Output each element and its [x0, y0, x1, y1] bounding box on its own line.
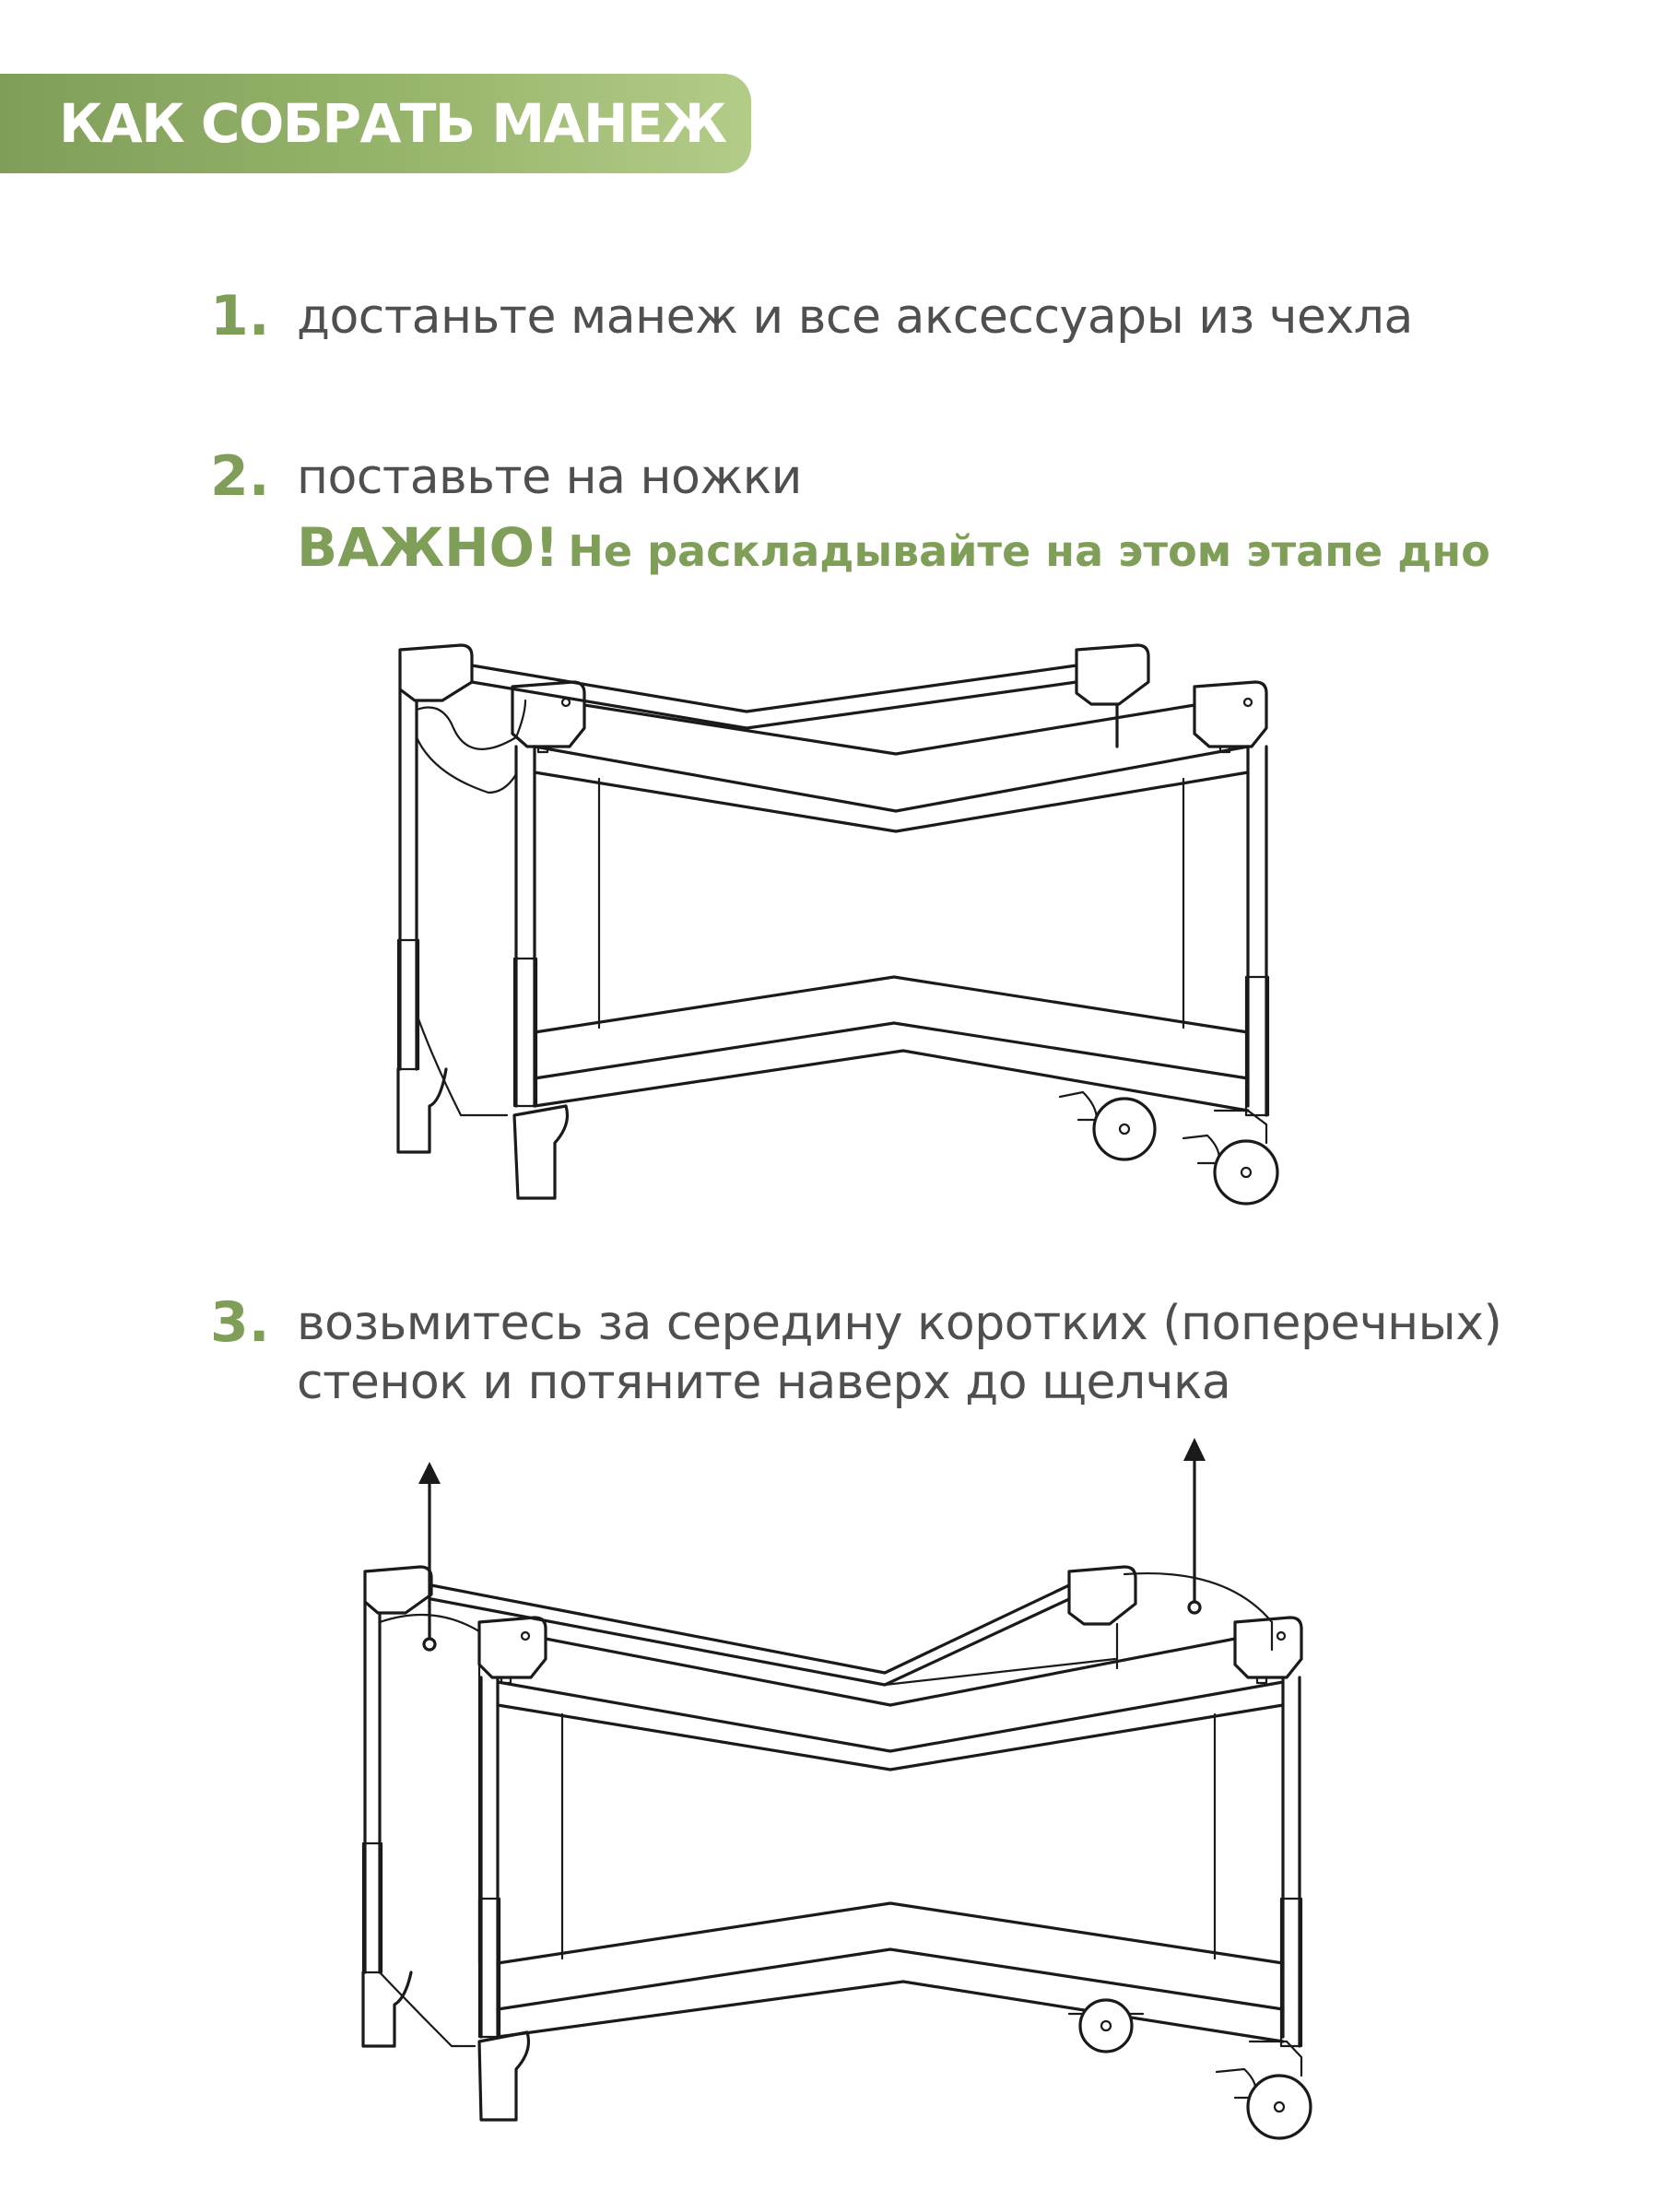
step-number: 3.: [210, 1290, 270, 1355]
arrow-up-icon: [418, 1462, 441, 1484]
step-text-line-2: стенок и потяните наверх до щелчка: [297, 1355, 1231, 1410]
step-text: достаньте манеж и все аксессуары из чехла: [297, 289, 1413, 345]
step-number: 1.: [210, 284, 270, 348]
step-text-line-1: возьмитесь за середину коротких (поперечных): [297, 1296, 1502, 1351]
step-number: 2.: [210, 444, 270, 509]
arrow-up-icon: [1183, 1438, 1206, 1461]
important-text: Не раскладывайте на этом этапе дно: [568, 526, 1490, 576]
step-text: поставьте на ножки: [297, 450, 802, 505]
important-label: ВАЖНО!: [297, 516, 559, 579]
page-title: КАК СОБРАТЬ МАНЕЖ: [59, 92, 726, 155]
